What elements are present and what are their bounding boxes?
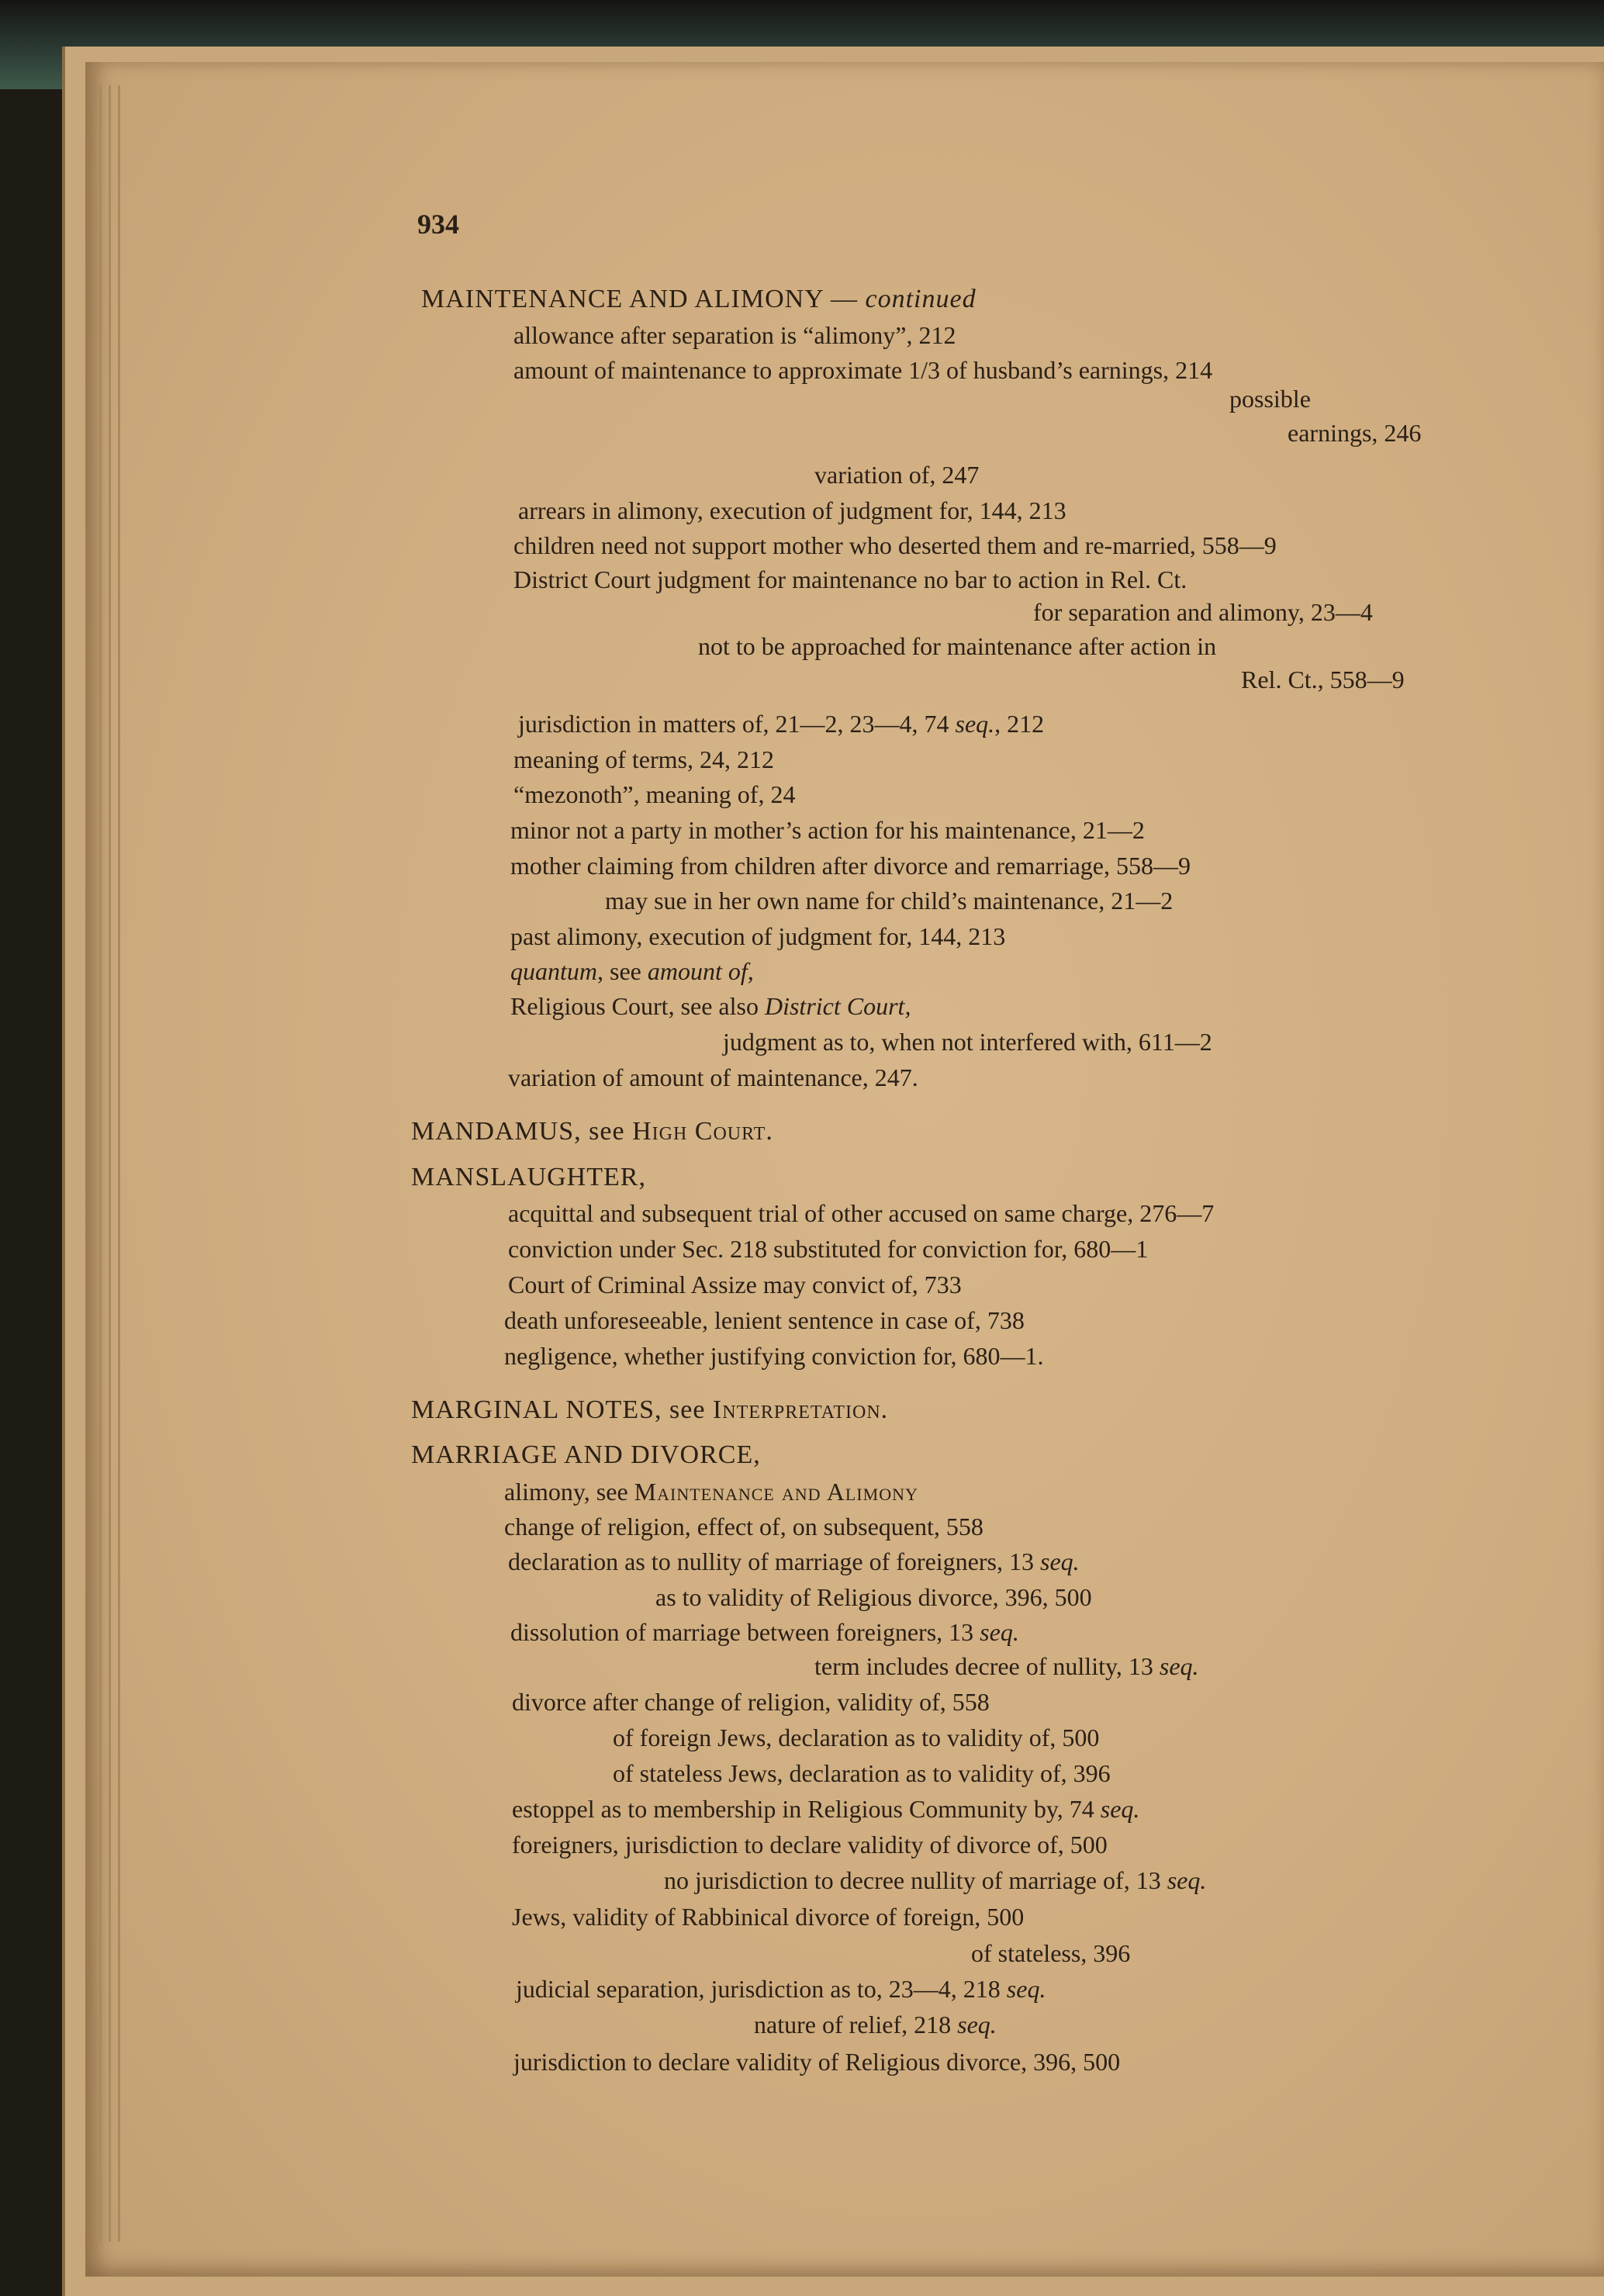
index-entry [510,852,1191,880]
entry-text: term includes decree of nullity, 13 [814,1652,1160,1680]
entry-text: MAINTENANCE AND ALIMONY — [421,285,866,313]
index-heading [411,1396,888,1424]
index-entry [508,1199,1214,1227]
entry-text: mother claiming from children after divorce and remarriage, 558—9 [510,852,1191,880]
entry-text: meaning of terms, 24, 212 [513,745,774,773]
entry-italic: seq. [955,710,995,738]
entry-text: Court of Criminal Assize may convict of, 733 [508,1271,962,1298]
index-entry [513,531,1277,559]
entry-text: variation of amount of maintenance, 247. [508,1063,918,1091]
index-entry [1229,385,1311,413]
entry-text: Rel. Ct., 558—9 [1241,666,1405,693]
index-entry [504,1342,1043,1370]
index-entry [512,1688,990,1716]
entry-text: as to validity of Religious divorce, 396, 500 [655,1583,1092,1611]
entry-text: not to be approached for maintenance after action in [698,632,1217,660]
cross-reference: Interpretation. [712,1395,889,1424]
entry-italic: , 212 [994,710,1045,738]
index-entry [516,1975,1046,2003]
index-entry [664,1866,1206,1894]
index-heading [411,1441,761,1469]
index-entry [504,1478,918,1506]
entry-text: change of religion, effect of, on subsequent, 558 [504,1513,983,1540]
entry-text: MARGINAL NOTES, see [411,1395,713,1424]
entry-text: of stateless, 396 [971,1939,1131,1967]
index-entry [613,1759,1111,1787]
entry-italic: amount of, [647,957,754,985]
entry-text: foreigners, jurisdiction to declare validity of divorce of, 500 [512,1831,1108,1859]
entry-text: conviction under Sec. 218 substituted for conviction for, 680—1 [508,1235,1149,1263]
index-entry [698,632,1216,660]
entry-italic: quantum [510,957,597,985]
entry-text: alimony, see [504,1478,634,1506]
index-entry [508,1063,918,1091]
index-entry [504,1513,983,1540]
entry-text: of stateless Jews, declaration as to validity of, 396 [613,1759,1111,1787]
index-entry [518,496,1066,524]
index-entry [814,1652,1199,1680]
index-entry [512,1795,1139,1823]
entry-italic: District Court, [764,992,911,1020]
entry-italic: continued [865,285,977,313]
entry-text: declaration as to nullity of marriage of foreigners, 13 [508,1547,1040,1575]
index-heading [411,1118,773,1146]
entry-text: amount of maintenance to approximate 1/3 of husband’s earnings, 214 [513,356,1213,384]
entry-text: of foreign Jews, declaration as to validity of, 500 [613,1724,1100,1751]
entry-italic: seq. [1100,1795,1140,1823]
entry-text: , see [597,957,648,985]
index-entry [512,1903,1024,1931]
entry-text: death unforeseeable, lenient sentence in case of, 738 [504,1306,1025,1334]
entry-text: no jurisdiction to decree nullity of marriage of, 13 [664,1866,1167,1894]
index-entry [1033,598,1373,626]
entry-text: may sue in her own name for child’s maintenance, 21—2 [605,887,1174,915]
entry-text: variation of, 247 [814,461,980,489]
entry-text: MANSLAUGHTER, [411,1163,646,1191]
index-heading [421,285,977,313]
entry-text: nature of relief, 218 [754,2011,958,2038]
index-entry [754,2011,997,2038]
entry-text: possible [1229,385,1311,413]
index-entry [510,1618,1019,1646]
entry-text: estoppel as to membership in Religious Community by, 74 [512,1795,1101,1823]
entry-text: dissolution of marriage between foreigners, 13 [510,1618,980,1646]
entry-italic: seq. [1039,1547,1080,1575]
entry-text: earnings, 246 [1288,419,1422,447]
index-entry [508,1547,1080,1575]
index-entry [512,1831,1108,1859]
index-entry [814,461,979,489]
index-entry [513,321,956,349]
entry-text: MARRIAGE AND DIVORCE, [411,1440,761,1469]
entry-text: acquittal and subsequent trial of other accused on same charge, 276—7 [508,1199,1215,1227]
index-entry [510,922,1005,950]
index-entry [504,1306,1025,1334]
index-entry [513,2048,1120,2076]
index-entry [510,992,911,1020]
entry-text: Jews, validity of Rabbinical divorce of foreign, 500 [512,1903,1025,1931]
index-entry [508,1235,1148,1263]
entry-text: for separation and alimony, 23—4 [1033,598,1373,626]
index-entry [513,356,1212,384]
index-entry [971,1939,1130,1967]
entry-text: judicial separation, jurisdiction as to, 23—4, 218 [516,1975,1007,2003]
entry-text: judgment as to, when not interfered with, 611—2 [723,1028,1212,1056]
entry-text: MANDAMUS, see [411,1117,633,1146]
entry-text: divorce after change of religion, validity of, 558 [512,1688,990,1716]
entry-text: minor not a party in mother’s action for his maintenance, 21—2 [510,816,1145,844]
entry-text: District Court judgment for maintenance no bar to action in Rel. Ct. [513,565,1187,593]
entry-italic: seq. [1159,1652,1199,1680]
entry-text: children need not support mother who deserted them and re-married, 558—9 [513,531,1277,559]
index-entry [513,565,1187,593]
cross-reference: Maintenance and Alimony [634,1478,918,1506]
index-entry [613,1724,1099,1751]
page-number: 934 [417,209,459,240]
index-entry [518,710,1044,738]
entry-italic: seq. [1006,1975,1046,2003]
index-entry [513,745,774,773]
index-entry [1241,666,1405,693]
index-heading [411,1164,646,1191]
entry-italic: seq. [980,1618,1019,1646]
entry-text: “mezonoth”, meaning of, 24 [513,780,796,808]
index-entry [723,1028,1212,1056]
index-entry [1288,419,1421,447]
entry-text: allowance after separation is “alimony”, 212 [513,321,956,349]
entry-text: past alimony, execution of judgment for, 144, 213 [510,922,1006,950]
index-entry [605,887,1173,915]
index-entry [510,957,754,985]
index-entry [513,780,795,808]
index-entry [655,1583,1092,1611]
entry-italic: seq. [957,2011,997,2038]
index-entry [508,1271,962,1298]
index-entry [510,816,1145,844]
entry-text: negligence, whether justifying conviction for, 680—1. [504,1342,1044,1370]
entry-text: arrears in alimony, execution of judgment for, 144, 213 [518,496,1066,524]
entry-text: jurisdiction in matters of, 21—2, 23—4, 74 [518,710,956,738]
entry-text: jurisdiction to declare validity of Religious divorce, 396, 500 [513,2048,1121,2076]
entry-italic: seq. [1167,1866,1207,1894]
entry-text: Religious Court, see also [510,992,765,1020]
cross-reference: High Court. [632,1117,773,1146]
